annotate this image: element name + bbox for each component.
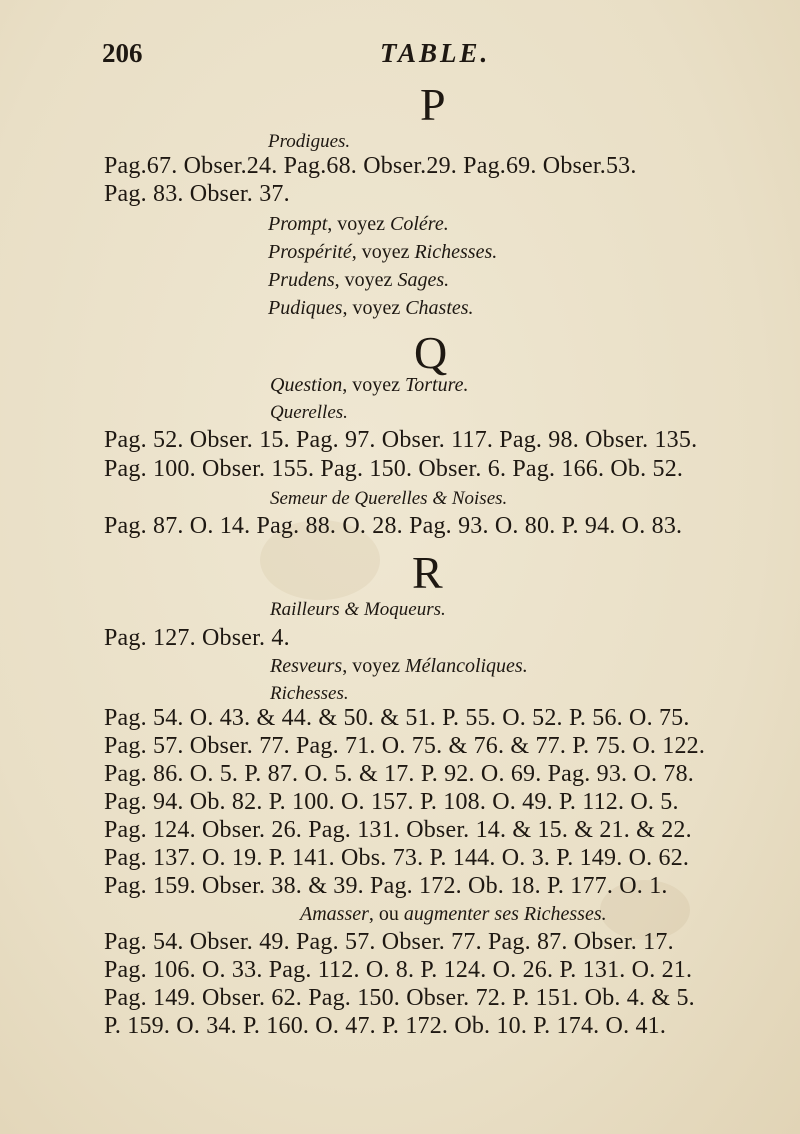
reference-line: Pag. 83. Obser. 37.: [104, 181, 290, 207]
entry-heading: Railleurs & Moqueurs.: [270, 599, 446, 620]
reference-line: Pag. 127. Obser. 4.: [104, 625, 290, 651]
reference-line: Pag. 149. Obser. 62. Pag. 150. Obser. 72. P. 151. Ob. 4. & 5.: [104, 985, 695, 1011]
section-letter-q: Q: [414, 327, 448, 378]
reference-line: Pag. 94. Ob. 82. P. 100. O. 157. P. 108. O. 49. P. 112. O. 5.: [104, 789, 679, 815]
see-text: , voyez: [334, 269, 398, 291]
entry-term: Pudiques: [268, 297, 343, 319]
reference-line: Pag. 52. Obser. 15. Pag. 97. Obser. 117. Pag. 98. Obser. 135.: [104, 427, 698, 453]
reference-line: P. 159. O. 34. P. 160. O. 47. P. 172. Ob. 10. P. 174. O. 41.: [104, 1013, 667, 1039]
reference-line: Pag. 54. O. 43. & 44. & 50. & 51. P. 55. O. 52. P. 56. O. 75.: [104, 705, 690, 731]
entry-term: Question: [270, 374, 343, 396]
see-target: Colére.: [390, 213, 449, 235]
reference-line: Pag. 106. O. 33. Pag. 112. O. 8. P. 124. O. 26. P. 131. O. 21.: [104, 957, 693, 983]
entry-heading: Semeur de Querelles & Noises.: [270, 488, 508, 509]
reference-line: Pag. 54. Obser. 49. Pag. 57. Obser. 77. Pag. 87. Obser. 17.: [104, 929, 674, 955]
reference-line: Pag. 159. Obser. 38. & 39. Pag. 172. Ob. 18. P. 177. O. 1.: [104, 873, 668, 899]
entry-term: Prompt: [268, 213, 328, 235]
see-target: augmenter ses Richesses.: [403, 903, 607, 925]
entry-heading: Querelles.: [270, 402, 348, 423]
reference-line: Pag. 124. Obser. 26. Pag. 131. Obser. 14. & 15. & 21. & 22.: [104, 817, 692, 843]
cross-reference: [268, 270, 449, 290]
see-text: , voyez: [342, 374, 405, 396]
reference-line: Pag. 137. O. 19. P. 141. Obs. 73. P. 144. O. 3. P. 149. O. 62.: [104, 845, 690, 871]
reference-line: Pag. 100. Obser. 155. Pag. 150. Obser. 6. Pag. 166. Ob. 52.: [104, 456, 684, 482]
cross-reference: [300, 904, 607, 924]
see-text: , voyez: [351, 241, 415, 263]
running-title: TABLE.: [380, 38, 491, 68]
entry-term: Prudens: [268, 269, 335, 291]
cross-reference: [268, 298, 474, 318]
reference-line: Pag. 87. O. 14. Pag. 88. O. 28. Pag. 93. O. 80. P. 94. O. 83.: [104, 513, 683, 539]
entry-term: Resveurs: [270, 655, 343, 677]
cross-reference: [270, 656, 528, 676]
reference-line: Pag. 57. Obser. 77. Pag. 71. O. 75. & 76. & 77. P. 75. O. 122.: [104, 733, 706, 759]
section-letter-r: R: [412, 547, 443, 598]
cross-reference: [268, 214, 449, 234]
see-target: Sages.: [397, 269, 450, 291]
reference-line: Pag.67. Obser.24. Pag.68. Obser.29. Pag.69. Obser.53.: [104, 153, 637, 179]
entry-heading: Richesses.: [270, 683, 349, 704]
see-text: , ou: [368, 903, 404, 925]
page-number: 206: [102, 38, 143, 68]
see-target: Torture.: [404, 374, 469, 396]
entry-heading: Prodigues.: [268, 131, 351, 152]
see-target: Chastes.: [405, 297, 474, 319]
cross-reference: [268, 242, 497, 262]
see-text: , voyez: [342, 297, 406, 319]
reference-line: Pag. 86. O. 5. P. 87. O. 5. & 17. P. 92. O. 69. Pag. 93. O. 78.: [104, 761, 694, 787]
cross-reference: [270, 375, 469, 395]
entry-term: Prospérité: [268, 241, 352, 263]
see-target: Mélancoliques.: [404, 655, 528, 677]
see-target: Richesses.: [414, 241, 498, 263]
see-text: , voyez: [327, 213, 391, 235]
entry-term: Amasser: [300, 903, 369, 925]
section-letter-p: P: [420, 79, 446, 130]
see-text: , voyez: [342, 655, 405, 677]
